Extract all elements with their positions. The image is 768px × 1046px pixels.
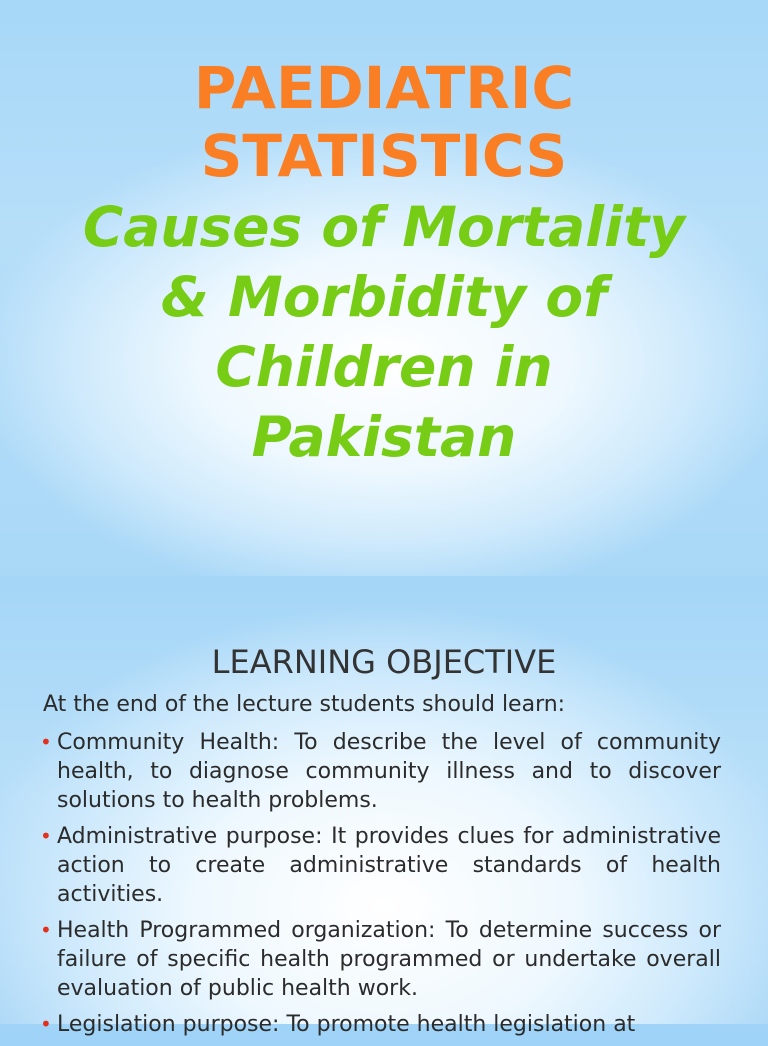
objective-list: [36, 728, 721, 1046]
list-item: [36, 916, 721, 1003]
main-title: [0, 54, 768, 190]
bullet-marker-icon: •: [40, 730, 52, 754]
bullet-text: Legislation purpose: To promote health legislation at: [57, 1012, 636, 1037]
intro-text: At the end of the lecture students should learn:: [43, 692, 566, 717]
subtitle-line-4: Pakistan: [251, 405, 517, 469]
bullet-text: Health Programmed organization: To determine success or failure of specific health programmed or undertake overall evaluation of public health work.: [57, 918, 721, 1001]
subtitle: [20, 192, 748, 472]
bullet-text: Community Health: To describe the level of community health, to diagnose community illness and to discover solutions to health problems.: [57, 730, 721, 813]
subtitle-line-1: Causes of Mortality: [82, 195, 686, 259]
list-item: [36, 822, 721, 909]
bullet-marker-icon: •: [40, 824, 52, 848]
slide-heading: LEARNING OBJECTIVE: [211, 643, 557, 681]
subtitle-line-3: Children in: [215, 335, 553, 399]
subtitle-line-2: & Morbidity of: [160, 265, 608, 329]
list-item: [36, 728, 721, 815]
main-title-line-1: PAEDIATRIC: [193, 54, 575, 122]
bullet-text: Administrative purpose: It provides clues for administrative action to create administrative standards of health activities.: [57, 824, 721, 907]
bullet-marker-icon: •: [40, 1012, 52, 1036]
main-title-line-2: STATISTICS: [200, 122, 568, 190]
list-item: [36, 1010, 721, 1039]
bullet-marker-icon: •: [40, 918, 52, 942]
learning-objective-slide: [0, 576, 768, 1037]
